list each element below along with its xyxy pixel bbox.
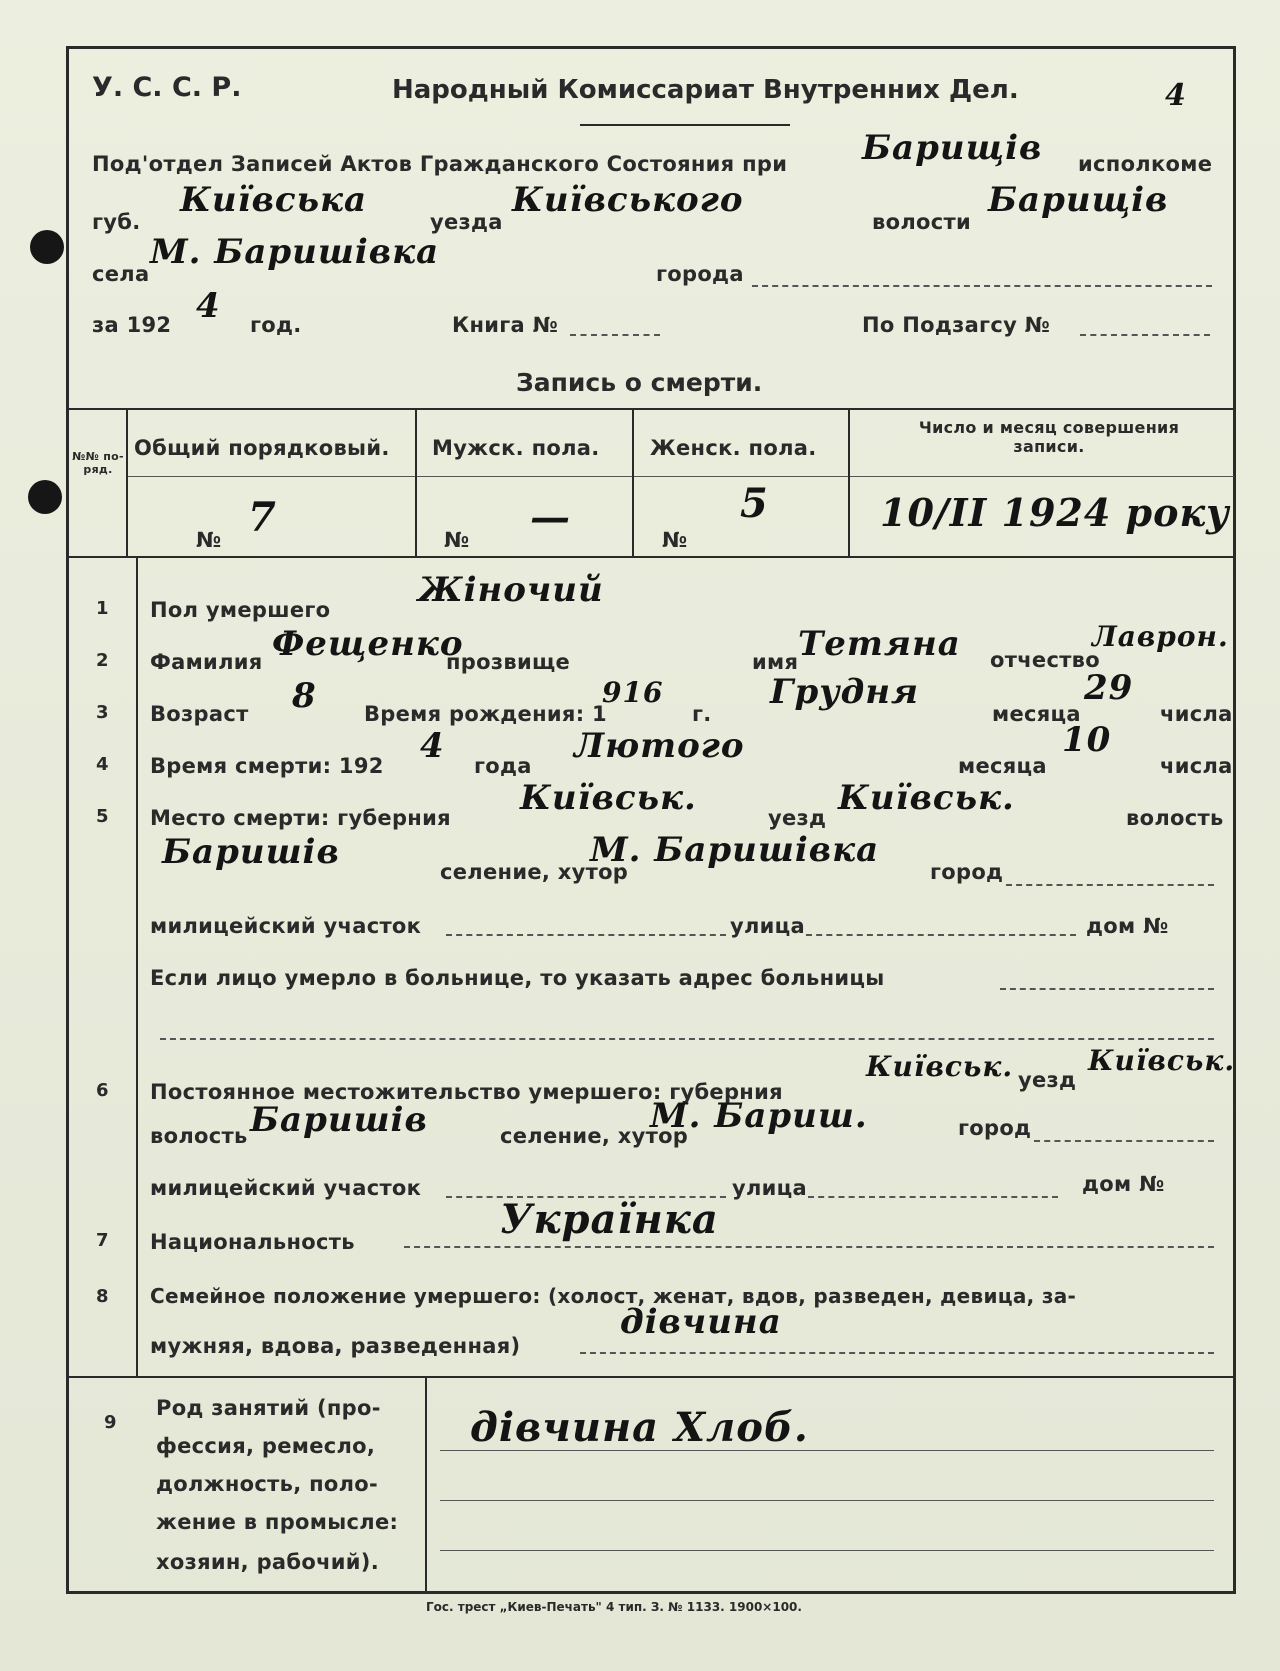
table-col1 [126,408,128,556]
occupation-value: дівчина Хлоб. [470,1404,809,1451]
col-male-header: Мужск. пола. [432,436,600,460]
death-day-label: числа [1160,754,1233,778]
place-gorod-label: город [930,860,1004,884]
dept-suffix: исполкоме [1078,152,1213,176]
occupation-line-3 [440,1550,1214,1551]
death-month-label: месяца [958,754,1047,778]
gub-label: губ. [92,210,141,234]
table-col4 [848,408,850,556]
occupation-top-line [68,1376,1234,1378]
res-selenie-value: М. Бариш. [650,1096,868,1136]
republic-title: У. С. С. Р. [92,72,242,103]
row-3-number: 3 [96,702,109,723]
occupation-label-1: Род занятий (про- [156,1396,381,1420]
res-ulica-label: улица [732,1176,808,1200]
family-value: дівчина [620,1302,782,1342]
surname-value: Фещенко [272,624,464,664]
female-no-sign: № [662,528,688,552]
punch-hole-top [30,230,64,264]
nationality-blank [404,1246,1214,1248]
ministry-underline [580,124,790,126]
row-6-number: 6 [96,1080,109,1101]
table-head-line [126,476,1234,477]
nationality-label: Национальность [150,1230,355,1254]
death-year-value: 4 [420,726,445,766]
row-4-number: 4 [96,754,109,775]
res-volost-label: волость [150,1124,248,1148]
selenie-label: селение, хутор [440,860,629,884]
name-label: имя [752,650,799,674]
occupation-label-4: жение в промысле: [156,1510,399,1534]
family-label: Семейное положение умершего: (холост, женат, вдов, разведен, девица, за- [150,1284,1077,1308]
birth-label: Время рождения: 1 [364,702,607,726]
place-selenie-value: М. Баришівка [590,830,880,870]
volost-value: Барищів [988,180,1169,220]
hospital-blank [1000,988,1214,990]
table-top-line [68,408,1234,410]
place-ulica-label: улица [730,914,806,938]
birth-day-value: 29 [1084,668,1134,708]
col-nn-header: №№ по-ряд. [72,450,124,476]
res-gorod-blank [1034,1140,1214,1142]
goroda-label: города [656,262,744,286]
punch-hole-bottom [28,480,62,514]
col-female-header: Женск. пола. [650,436,817,460]
occupation-line-1 [440,1450,1214,1451]
patronymic-value: Лаврон. [1092,620,1229,653]
res-ulica-blank [808,1196,1058,1198]
family-blank [580,1352,1214,1354]
row-1-number: 1 [96,598,109,619]
res-uezd-value: Київськ. [1088,1044,1236,1077]
year-label: за 192 [92,313,172,337]
residence-label: Постоянное местожительство умершего: губерния [150,1080,783,1104]
occupation-label-5: хозяин, рабочий). [156,1550,379,1574]
res-gorod-label: город [958,1116,1032,1140]
death-label: Время смерти: 192 [150,754,384,778]
place-uezd-value: Київськ. [838,778,1015,818]
nationality-value: Українка [500,1196,719,1243]
col-general-header: Общий порядковый. [134,436,390,460]
gub-value: Київська [180,180,368,220]
name-value: Тетяна [798,624,961,664]
col-date-header: Число и месяц совершения записи. [918,418,1180,456]
res-uezd-label: уезд [1018,1068,1077,1092]
place-militia-label: милицейский участок [150,914,422,938]
selo-label: села [92,262,150,286]
hospital-blank-2 [160,1038,1214,1040]
uezd-label: уезда [430,210,503,234]
occupation-label-3: должность, поло- [156,1472,379,1496]
record-title: Запись о смерти. [516,368,763,397]
family-label-2: мужняя, вдова, разведенная) [150,1334,521,1358]
goda-label: года [474,754,532,778]
sex-value: Жіночий [418,570,604,610]
general-no-value: 7 [248,494,277,541]
kniga-blank [570,334,660,336]
record-date-value: 10/II 1924 року [880,490,1230,535]
row-7-number: 7 [96,1230,109,1251]
res-militia-label: милицейский участок [150,1176,422,1200]
page-number-mark: 4 [1165,78,1187,113]
birth-month-label: месяца [992,702,1081,726]
age-label: Возраст [150,702,249,726]
printer-imprint: Гос. трест „Киев-Печать" 4 тип. З. № 1133. 1900×100. [426,1600,802,1614]
res-selenie-label: селение, хутор [500,1124,689,1148]
res-dom-label: дом № [1082,1172,1165,1196]
occupation-label-2: фессия, ремесло, [156,1434,376,1458]
male-no-value: — [530,494,571,541]
rows-left-rule [136,556,138,1376]
general-no-sign: № [196,528,222,552]
year-value: 4 [196,286,221,326]
res-gub-value: Київськ. [866,1050,1014,1083]
death-month-value: Лютого [574,726,745,766]
podzags-label: По Подзагсу № [862,313,1051,337]
row-5-number: 5 [96,806,109,827]
selo-value: М. Баришівка [150,232,440,272]
nickname-label: прозвище [446,650,571,674]
dept-label: Под'отдел Записей Актов Гражданского Состояния при [92,152,788,176]
god-label: год. [250,313,302,337]
hospital-label: Если лицо умерло в больнице, то указать адрес больницы [150,966,885,990]
place-volost-value: Баришів [162,832,340,872]
place-ulica-blank [806,934,1076,936]
uezd-value: Київського [512,180,744,220]
res-volost-value: Баришів [250,1100,428,1140]
place-volost-label: волость [1126,806,1224,830]
occupation-divider [425,1376,427,1591]
place-label: Место смерти: губерния [150,806,451,830]
row-2-number: 2 [96,650,109,671]
dept-value: Барищів [862,128,1043,168]
age-value: 8 [292,676,317,716]
birth-year-value: 916 [602,676,664,709]
birth-month-value: Грудня [770,672,920,712]
goroda-blank [752,285,1212,287]
place-gorod-blank [1006,884,1214,886]
male-no-sign: № [444,528,470,552]
female-no-value: 5 [740,480,769,527]
place-gub-value: Київськ. [520,778,697,818]
ministry-title: Народный Комиссариат Внутренних Дел. [392,75,1019,105]
surname-label: Фамилия [150,650,263,674]
birth-day-label: числа [1160,702,1233,726]
occupation-line-2 [440,1500,1214,1501]
row-9-number: 9 [104,1412,117,1433]
death-day-value: 10 [1062,720,1112,760]
table-col2 [415,408,417,556]
sex-label: Пол умершего [150,598,331,622]
volost-label: волости [872,210,971,234]
table-bottom-line [68,556,1234,558]
place-militia-blank [446,934,726,936]
podzags-blank [1080,334,1210,336]
patronymic-label: отчество [990,648,1100,672]
kniga-label: Книга № [452,313,559,337]
row-8-number: 8 [96,1286,109,1307]
place-dom-label: дом № [1086,914,1169,938]
place-uezd-label: уезд [768,806,827,830]
table-col3 [632,408,634,556]
birth-g-label: г. [692,702,712,726]
